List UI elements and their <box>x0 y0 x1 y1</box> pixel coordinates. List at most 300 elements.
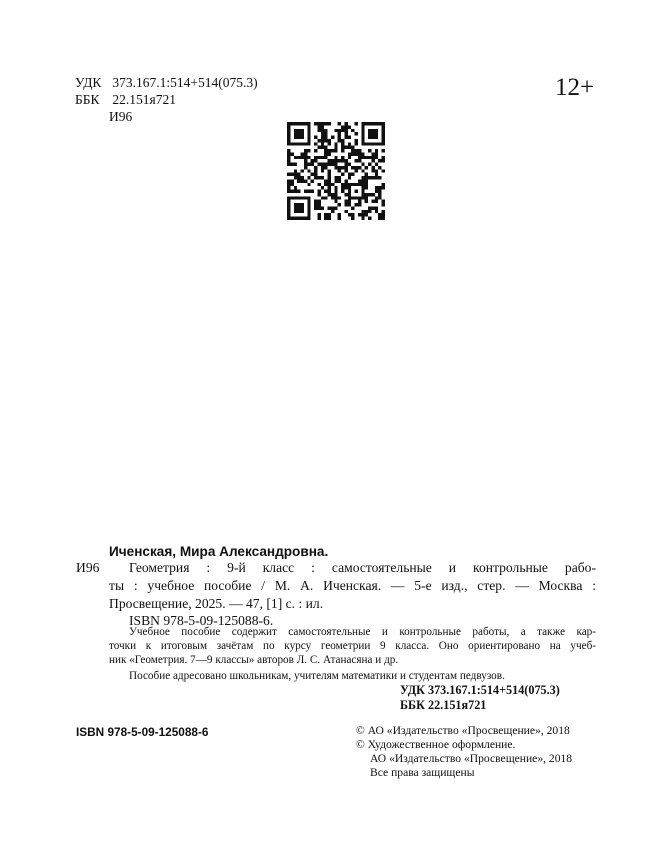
qr-module <box>311 163 314 166</box>
qr-module <box>324 190 327 193</box>
qr-module <box>287 206 290 209</box>
qr-module <box>287 125 290 128</box>
qr-module <box>375 122 378 125</box>
qr-module <box>314 206 317 209</box>
qr-module <box>382 129 385 132</box>
qr-module <box>294 206 297 209</box>
qr-module <box>328 169 331 172</box>
qr-module <box>297 217 300 220</box>
qr-module <box>307 149 310 152</box>
qr-module <box>371 200 374 203</box>
qr-module <box>348 183 351 186</box>
qr-module <box>324 139 327 142</box>
qr-module <box>361 183 364 186</box>
qr-module <box>338 136 341 139</box>
qr-module <box>297 156 300 159</box>
qr-module <box>382 125 385 128</box>
qr-module <box>371 129 374 132</box>
qr-module <box>321 163 324 166</box>
annotation-line-2: точки к итоговым зачётам по курсу геометрии 9 класса. Оно ориентировано на учеб- <box>109 640 596 652</box>
qr-module <box>321 196 324 199</box>
qr-module <box>382 169 385 172</box>
qr-module <box>317 200 320 203</box>
qr-module <box>287 122 290 125</box>
qr-module <box>382 122 385 125</box>
udk-value: 373.167.1:514+514(075.3) <box>112 75 258 90</box>
qr-module <box>371 166 374 169</box>
qr-module <box>348 193 351 196</box>
qr-module <box>365 176 368 179</box>
qr-module <box>348 156 351 159</box>
qr-module <box>314 203 317 206</box>
qr-module <box>371 159 374 162</box>
qr-module <box>294 203 297 206</box>
qr-module <box>301 152 304 155</box>
qr-module <box>371 136 374 139</box>
qr-module <box>334 166 337 169</box>
card-author-sign: И96 <box>76 560 100 575</box>
qr-module <box>338 213 341 216</box>
qr-module <box>307 213 310 216</box>
top-classification <box>75 74 258 125</box>
qr-module <box>338 176 341 179</box>
qr-module <box>307 129 310 132</box>
qr-module <box>361 163 364 166</box>
qr-module <box>351 173 354 176</box>
qr-module <box>328 149 331 152</box>
qr-module <box>328 213 331 216</box>
qr-module <box>328 173 331 176</box>
qr-module <box>358 159 361 162</box>
copyright-line-2: © Художественное оформление. <box>356 738 516 751</box>
qr-module <box>287 173 290 176</box>
qr-module <box>287 186 290 189</box>
qr-module <box>361 190 364 193</box>
qr-module <box>355 139 358 142</box>
qr-code-graphic <box>287 122 385 220</box>
qr-module <box>307 132 310 135</box>
qr-module <box>368 206 371 209</box>
qr-module <box>301 203 304 206</box>
qr-module <box>311 159 314 162</box>
qr-module <box>375 186 378 189</box>
qr-module <box>314 149 317 152</box>
qr-module <box>365 196 368 199</box>
qr-module <box>361 196 364 199</box>
qr-module <box>317 217 320 220</box>
qr-module <box>341 149 344 152</box>
qr-module <box>321 136 324 139</box>
qr-module <box>378 190 381 193</box>
qr-module <box>301 129 304 132</box>
annotation-audience: Пособие адресовано школьникам, учителям математики и студентам педвузов. <box>129 670 505 682</box>
qr-module <box>375 173 378 176</box>
qr-module <box>294 217 297 220</box>
qr-module <box>371 169 374 172</box>
qr-module <box>355 169 358 172</box>
qr-module <box>317 213 320 216</box>
qr-module <box>297 132 300 135</box>
qr-module <box>294 136 297 139</box>
qr-module <box>314 156 317 159</box>
qr-module <box>287 156 290 159</box>
qr-module <box>301 142 304 145</box>
qr-module <box>294 176 297 179</box>
qr-module <box>368 122 371 125</box>
qr-module <box>378 176 381 179</box>
qr-code-icon <box>287 122 385 220</box>
qr-module <box>371 206 374 209</box>
qr-module <box>328 179 331 182</box>
qr-module <box>334 196 337 199</box>
qr-module <box>344 159 347 162</box>
qr-module <box>365 156 368 159</box>
qr-module <box>344 183 347 186</box>
qr-module <box>351 196 354 199</box>
card-author: Иченская, Мира Александровна. <box>109 544 329 559</box>
qr-module <box>321 146 324 149</box>
qr-module <box>338 159 341 162</box>
qr-module <box>301 210 304 213</box>
qr-module <box>294 169 297 172</box>
qr-module <box>334 186 337 189</box>
qr-module <box>324 196 327 199</box>
qr-module <box>334 176 337 179</box>
qr-module <box>287 139 290 142</box>
qr-module <box>290 190 293 193</box>
qr-module <box>314 169 317 172</box>
qr-module <box>297 179 300 182</box>
qr-module <box>368 129 371 132</box>
qr-module <box>328 163 331 166</box>
qr-module <box>382 213 385 216</box>
qr-module <box>297 203 300 206</box>
qr-module <box>297 210 300 213</box>
qr-module <box>371 193 374 196</box>
qr-module <box>355 166 358 169</box>
qr-module <box>344 136 347 139</box>
qr-module <box>344 210 347 213</box>
qr-module <box>375 169 378 172</box>
qr-module <box>368 136 371 139</box>
qr-module <box>341 129 344 132</box>
card-bbk: ББК 22.151я721 <box>400 698 487 712</box>
annotation-line-1: Учебное пособие содержит самостоятельные и контрольные работы, а также кар- <box>129 626 596 638</box>
qr-module <box>334 146 337 149</box>
qr-module <box>361 156 364 159</box>
qr-module <box>361 210 364 213</box>
qr-module <box>371 176 374 179</box>
qr-module <box>338 217 341 220</box>
qr-module <box>307 200 310 203</box>
qr-module <box>361 139 364 142</box>
qr-module <box>378 166 381 169</box>
annotation-line-3: ник «Геометрия. 7—9 классы» авторов Л. С. Атанасяна и др. <box>109 654 399 666</box>
qr-module <box>382 142 385 145</box>
qr-module <box>294 210 297 213</box>
qr-module <box>338 196 341 199</box>
qr-module <box>324 213 327 216</box>
qr-module <box>334 200 337 203</box>
qr-module <box>344 166 347 169</box>
qr-module <box>324 156 327 159</box>
qr-module <box>365 210 368 213</box>
qr-module <box>361 217 364 220</box>
qr-module <box>348 136 351 139</box>
qr-module <box>361 136 364 139</box>
qr-module <box>297 196 300 199</box>
qr-module <box>344 122 347 125</box>
qr-module <box>321 132 324 135</box>
qr-module <box>304 179 307 182</box>
qr-module <box>368 156 371 159</box>
qr-module <box>348 163 351 166</box>
qr-module <box>307 122 310 125</box>
qr-module <box>321 176 324 179</box>
qr-module <box>368 132 371 135</box>
qr-module <box>328 183 331 186</box>
qr-module <box>301 196 304 199</box>
qr-module <box>351 213 354 216</box>
qr-module <box>290 217 293 220</box>
qr-module <box>344 193 347 196</box>
qr-module <box>375 142 378 145</box>
qr-module <box>317 206 320 209</box>
qr-module <box>321 186 324 189</box>
qr-module <box>328 193 331 196</box>
qr-module <box>378 142 381 145</box>
qr-module <box>307 206 310 209</box>
qr-module <box>328 139 331 142</box>
qr-module <box>361 129 364 132</box>
qr-module <box>328 176 331 179</box>
qr-module <box>301 169 304 172</box>
qr-module <box>375 129 378 132</box>
qr-module <box>328 190 331 193</box>
qr-module <box>287 149 290 152</box>
card-title-line-3: Просвещение, 2025. — 47, [1] с. : ил. <box>109 596 324 611</box>
qr-module <box>338 132 341 135</box>
qr-module <box>307 169 310 172</box>
qr-module <box>368 149 371 152</box>
qr-module <box>338 139 341 142</box>
qr-module <box>348 200 351 203</box>
qr-module <box>348 213 351 216</box>
qr-module <box>375 200 378 203</box>
qr-module <box>378 213 381 216</box>
qr-module <box>321 169 324 172</box>
bbk-value: 22.151я721 <box>112 92 176 107</box>
qr-module <box>365 122 368 125</box>
qr-module <box>331 163 334 166</box>
qr-module <box>361 125 364 128</box>
qr-module <box>321 122 324 125</box>
qr-module <box>290 163 293 166</box>
qr-module <box>317 122 320 125</box>
qr-module <box>324 132 327 135</box>
qr-module <box>358 203 361 206</box>
qr-module <box>361 186 364 189</box>
qr-module <box>382 210 385 213</box>
qr-module <box>334 193 337 196</box>
qr-module <box>297 129 300 132</box>
qr-module <box>355 152 358 155</box>
qr-module <box>355 159 358 162</box>
qr-module <box>287 213 290 216</box>
qr-module <box>321 206 324 209</box>
qr-module <box>321 156 324 159</box>
qr-module <box>344 200 347 203</box>
qr-module <box>348 176 351 179</box>
qr-module <box>375 132 378 135</box>
qr-module <box>331 193 334 196</box>
qr-module <box>378 159 381 162</box>
qr-module <box>365 166 368 169</box>
qr-module <box>301 122 304 125</box>
qr-module <box>351 217 354 220</box>
qr-module <box>307 210 310 213</box>
qr-module <box>348 196 351 199</box>
qr-module <box>311 190 314 193</box>
qr-module <box>294 142 297 145</box>
qr-module <box>307 125 310 128</box>
qr-module <box>287 163 290 166</box>
qr-module <box>344 169 347 172</box>
qr-module <box>348 190 351 193</box>
qr-module <box>328 159 331 162</box>
qr-module <box>307 176 310 179</box>
qr-module <box>365 179 368 182</box>
qr-module <box>328 122 331 125</box>
qr-module <box>287 210 290 213</box>
qr-module <box>334 159 337 162</box>
qr-module <box>348 142 351 145</box>
qr-module <box>331 149 334 152</box>
qr-module <box>344 163 347 166</box>
qr-module <box>304 163 307 166</box>
qr-module <box>378 196 381 199</box>
qr-module <box>361 179 364 182</box>
qr-module <box>334 156 337 159</box>
udk-row <box>75 74 258 91</box>
qr-module <box>314 200 317 203</box>
qr-module <box>341 125 344 128</box>
copyright-line-1: © АО «Издательство «Просвещение», 2018 <box>356 724 570 737</box>
qr-module <box>378 122 381 125</box>
qr-module <box>304 156 307 159</box>
qr-module <box>375 210 378 213</box>
qr-module <box>307 156 310 159</box>
qr-module <box>344 146 347 149</box>
qr-module <box>351 129 354 132</box>
qr-module <box>351 206 354 209</box>
qr-module <box>287 190 290 193</box>
qr-module <box>348 173 351 176</box>
qr-module <box>351 183 354 186</box>
qr-module <box>331 206 334 209</box>
qr-module <box>358 196 361 199</box>
qr-module <box>297 173 300 176</box>
qr-module <box>287 183 290 186</box>
qr-module <box>375 206 378 209</box>
card-title-line-1: Геометрия : 9-й класс : самостоятельные и контрольные рабо- <box>129 560 596 575</box>
qr-module <box>314 173 317 176</box>
qr-module <box>317 183 320 186</box>
qr-module <box>307 190 310 193</box>
qr-module <box>294 132 297 135</box>
qr-module <box>341 186 344 189</box>
qr-module <box>334 163 337 166</box>
qr-module <box>287 203 290 206</box>
qr-module <box>304 152 307 155</box>
qr-module <box>375 163 378 166</box>
qr-module <box>371 142 374 145</box>
copyright-line-4: Все права защищены <box>370 766 475 779</box>
qr-module <box>307 203 310 206</box>
qr-module <box>375 136 378 139</box>
qr-module <box>294 190 297 193</box>
qr-module <box>375 152 378 155</box>
qr-module <box>297 206 300 209</box>
qr-module <box>317 156 320 159</box>
qr-module <box>358 156 361 159</box>
qr-module <box>348 203 351 206</box>
qr-module <box>351 152 354 155</box>
bbk-row <box>75 91 258 108</box>
qr-module <box>287 152 290 155</box>
card-isbn: ISBN 978-5-09-125088-6. <box>129 613 274 628</box>
qr-module <box>351 166 354 169</box>
qr-module <box>287 159 290 162</box>
qr-module <box>355 149 358 152</box>
qr-module <box>382 217 385 220</box>
qr-module <box>304 196 307 199</box>
qr-module <box>358 166 361 169</box>
qr-module <box>290 196 293 199</box>
qr-module <box>324 183 327 186</box>
qr-module <box>355 142 358 145</box>
qr-module <box>334 149 337 152</box>
qr-module <box>355 190 358 193</box>
qr-module <box>314 166 317 169</box>
qr-module <box>344 179 347 182</box>
qr-module <box>301 206 304 209</box>
qr-module <box>338 203 341 206</box>
qr-module <box>321 142 324 145</box>
qr-module <box>297 136 300 139</box>
qr-module <box>287 132 290 135</box>
qr-module <box>361 122 364 125</box>
qr-module <box>348 152 351 155</box>
qr-module <box>341 166 344 169</box>
qr-module <box>314 176 317 179</box>
qr-module <box>361 142 364 145</box>
qr-module <box>361 169 364 172</box>
qr-module <box>355 122 358 125</box>
qr-module <box>324 129 327 132</box>
qr-module <box>317 203 320 206</box>
qr-module <box>368 193 371 196</box>
qr-module <box>301 136 304 139</box>
qr-module <box>304 122 307 125</box>
qr-module <box>287 129 290 132</box>
qr-module <box>382 186 385 189</box>
qr-module <box>307 196 310 199</box>
qr-module <box>375 196 378 199</box>
qr-module <box>341 173 344 176</box>
qr-module <box>365 213 368 216</box>
qr-module <box>334 179 337 182</box>
